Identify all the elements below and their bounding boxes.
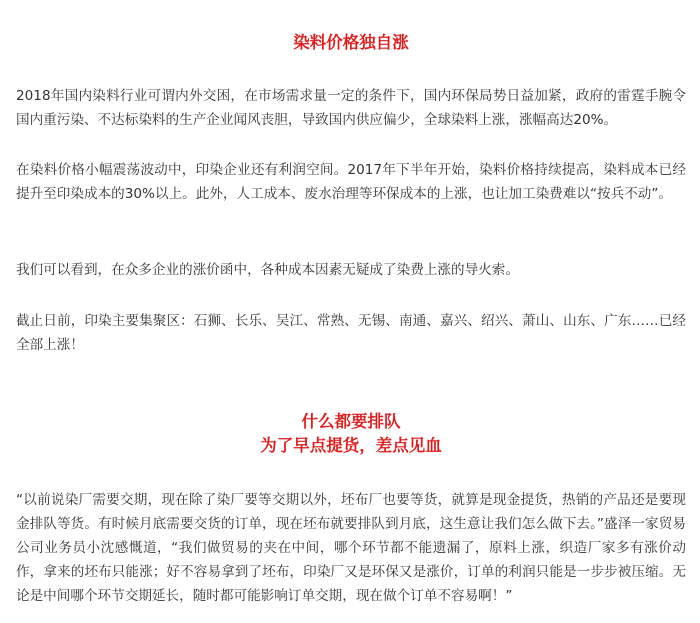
paragraph-dye-cost: 在染料价格小幅震荡波动中，印染企业还有利润空间。2017年下半年开始，染料价格持续提高，染料成本已经提升至印染成本的30%以上。此外，人工成本、废水治理等环保成本的上涨，也让加工染费难以“按兵不动”。 — [16, 162, 686, 202]
paragraph-dye-industry: 2018年国内染料行业可谓内外交困，在市场需求量一定的条件下，国内环保局势日益加紧，政府的雷霆手腕令国内重污染、不达标染料的生产企业闻风丧胆，导致国内供应偏少，全球染料上涨，涨幅高达20%。 — [16, 88, 686, 128]
paragraph-price-letters: 我们可以看到，在众多企业的涨价函中，各种成本因素无疑成了染费上涨的导火索。 — [16, 262, 519, 278]
section-title-line2: 为了早点提货，差点见血 — [260, 436, 442, 455]
section-title-queue — [16, 410, 686, 458]
section-title-dye-prices: 染料价格独自涨 — [293, 33, 409, 52]
paragraph-trader-quote: “以前说染厂需要交期，现在除了染厂要等交期以外，坯布厂也要等货，就算是现金提货，热销的产品还是要现金排队等货。有时候月底需要交货的订单，现在坯布就要排队到月底，这生意让我们怎么做下去。”盛泽一家贸易公司业务员小沈感慨道，“我们做贸易的夹在中间，哪个环节都不能遗漏了，原料上涨，织造厂家多有涨价动作，拿来的坯布只能涨；好不容易拿到了坯布，印染厂又是环保又是涨价，订单的利润只能是一步步被压缩。无论是中间哪个环节交期延长，随时都可能影响订单交期，现在做个订单不容易啊！” — [16, 492, 686, 604]
paragraph-regions: 截止日前，印染主要集聚区：石狮、长乐、吴江、常熟、无锡、南通、嘉兴、绍兴、萧山、山东、广东……已经全部上涨！ — [16, 313, 686, 353]
section-title-line1: 什么都要排队 — [301, 412, 401, 431]
